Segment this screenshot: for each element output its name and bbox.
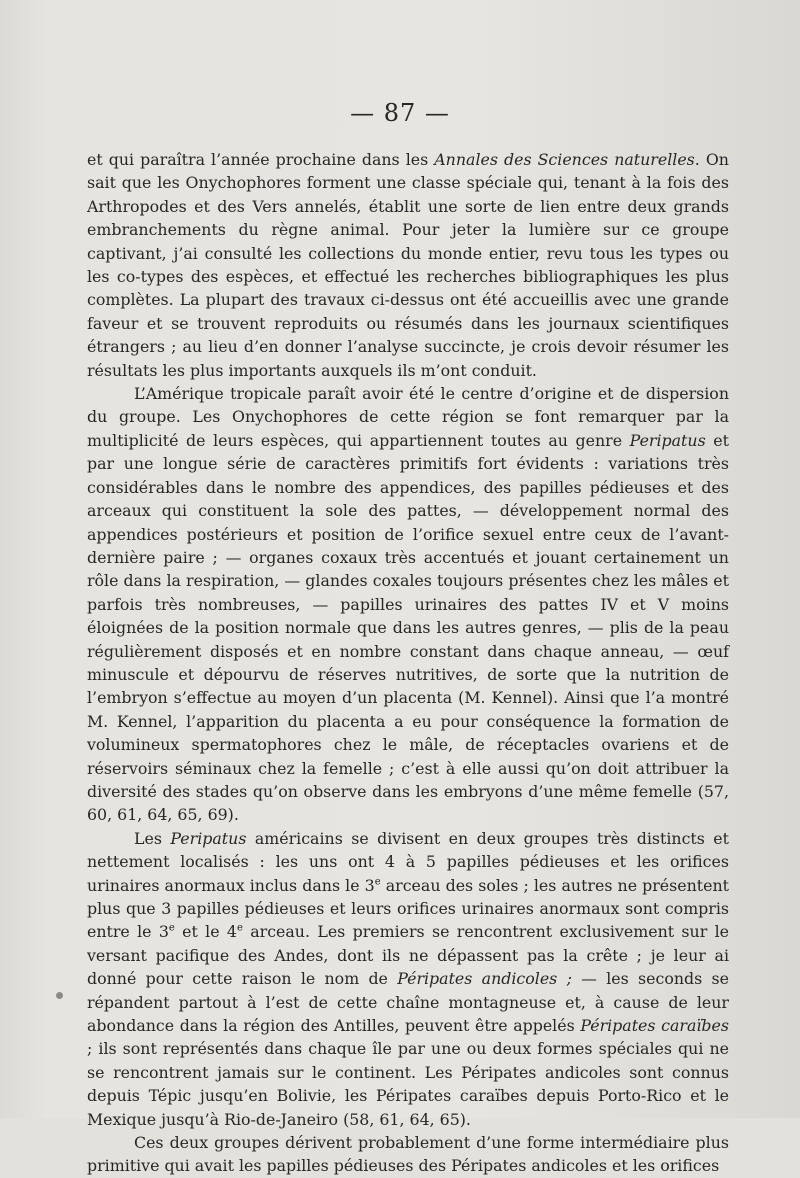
- superscript: e: [168, 923, 175, 935]
- text-segment: — les seconds se répandent partout à l’est de cette chaîne montagneuse et, à cause de leur abondance dans la région des Antilles, peuvent être appelés: [87, 969, 729, 1036]
- paragraph: [87, 382, 729, 827]
- italic-text: Péripates andicoles ;: [397, 969, 572, 989]
- text-segment: et qui paraîtra l’année prochaine dans les: [87, 150, 435, 169]
- superscript: e: [236, 923, 243, 935]
- text-segment: On sait que les Onychophores forment une classe spéciale qui, tenant à la fois des Arthropodes et des Vers annelés, établit une sorte de lien entre deux grands embranchements du règne animal. Pour jeter la lumière sur ce groupe captivant, j’ai consulté les collections du monde entier, revu tous les types ou les co-types des espèces, et effectué les recherches bibliographiques les plus complètes. La plupart des travaux ci-dessus ont été accueillis avec une grande faveur et se trouvent reproduits ou résumés dans les journaux scientifiques étrangers ; au lieu d’en donner l’analyse succincte, je crois devoir résumer les résultats les plus importants auxquels ils m’ont conduit.: [87, 150, 729, 380]
- italic-text: Péripates caraïbes: [580, 1016, 729, 1036]
- paragraph: [87, 827, 729, 1131]
- page-number: — 87 —: [350, 99, 450, 127]
- margin-dot: [56, 992, 63, 999]
- text-segment: Les: [134, 828, 171, 848]
- text-segment: Ces deux groupes dérivent probablement d’une forme intermédiaire plus primitive qui avait les papilles pédieuses des Péripates andicoles et les orifices: [87, 1133, 729, 1176]
- italic-text: Peripatus: [629, 430, 706, 450]
- text-segment: américains se divisent en deux groupes très distincts et nettement localisés : les uns ont 4 à 5 papilles pédieuses et les orifices urinaires anormaux inclus dans le 3: [87, 828, 729, 895]
- superscript: e: [374, 876, 381, 888]
- paragraph: [87, 1131, 729, 1178]
- body-text: [87, 148, 729, 1178]
- text-segment: et par une longue série de caractères primitifs fort évidents : variations très considérables dans le nombre des appendices, des papilles pédieuses et des arceaux qui constituent la sole des pattes, — développement normal des appendices postérieurs et position de l’orifice sexuel entre ceux de l’avant-dernière paire ; — organes coxaux très accentués et jouant certainement un rôle dans la respiration, — glandes coxales toujours présentes chez les mâles et parfois très nombreuses, — papilles urinaires des pattes IV et V moins éloignées de la position normale que dans les autres genres, — plis de la peau régulièrement disposés et en nombre constant dans chaque anneau, — œuf minuscule et dépourvu de réserves nutritives, de sorte que la nutrition de l’embryon s’effectue au moyen d’un placenta (M. Kennel). Ainsi que l’a montré M. Kennel, l’apparition du placenta a eu pour conséquence la formation de volumineux spermatophores chez le mâle, de réceptacles ovariens et de réservoirs séminaux chez la femelle ; c’est à elle aussi qu’on doit attribuer la diversité des stades qu’on observe dans les embryons d’une même femelle (57, 60, 61, 64, 65, 69).: [87, 430, 729, 825]
- italic-text: Peripatus: [170, 828, 247, 848]
- text-segment: et le 4: [174, 922, 237, 942]
- text-segment: L’Amérique tropicale paraît avoir été le centre d’origine et de dispersion du groupe. Les Onychophores de cette région se font remarquer par la multiplicité de leurs espèces, qui appartiennent toutes au genre: [87, 384, 729, 450]
- text-segment: ; ils sont représentés dans chaque île par une ou deux formes spéciales qui ne se rencontrent jamais sur le continent. Les Péripates andicoles sont connus depuis Tépic jusqu’en Bolivie, les Péripates caraïbes depuis Porto-Rico et le Mexique jusqu’à Rio-de-Janeiro (58, 61, 64, 65).: [87, 1039, 729, 1129]
- text-segment: arceau. Les premiers se rencontrent exclusivement sur le versant pacifique des Andes, dont ils ne dépassent pas la crête ; je leur ai donné pour cette raison le nom de: [87, 922, 730, 989]
- text-segment: arceau des soles ; les autres ne présentent plus que 3 papilles pédieuses et leurs orifices urinaires anormaux sont compris entre le 3: [87, 875, 730, 942]
- paragraph: [87, 148, 729, 382]
- italic-text: Annales des Sciences naturelles.: [434, 150, 700, 169]
